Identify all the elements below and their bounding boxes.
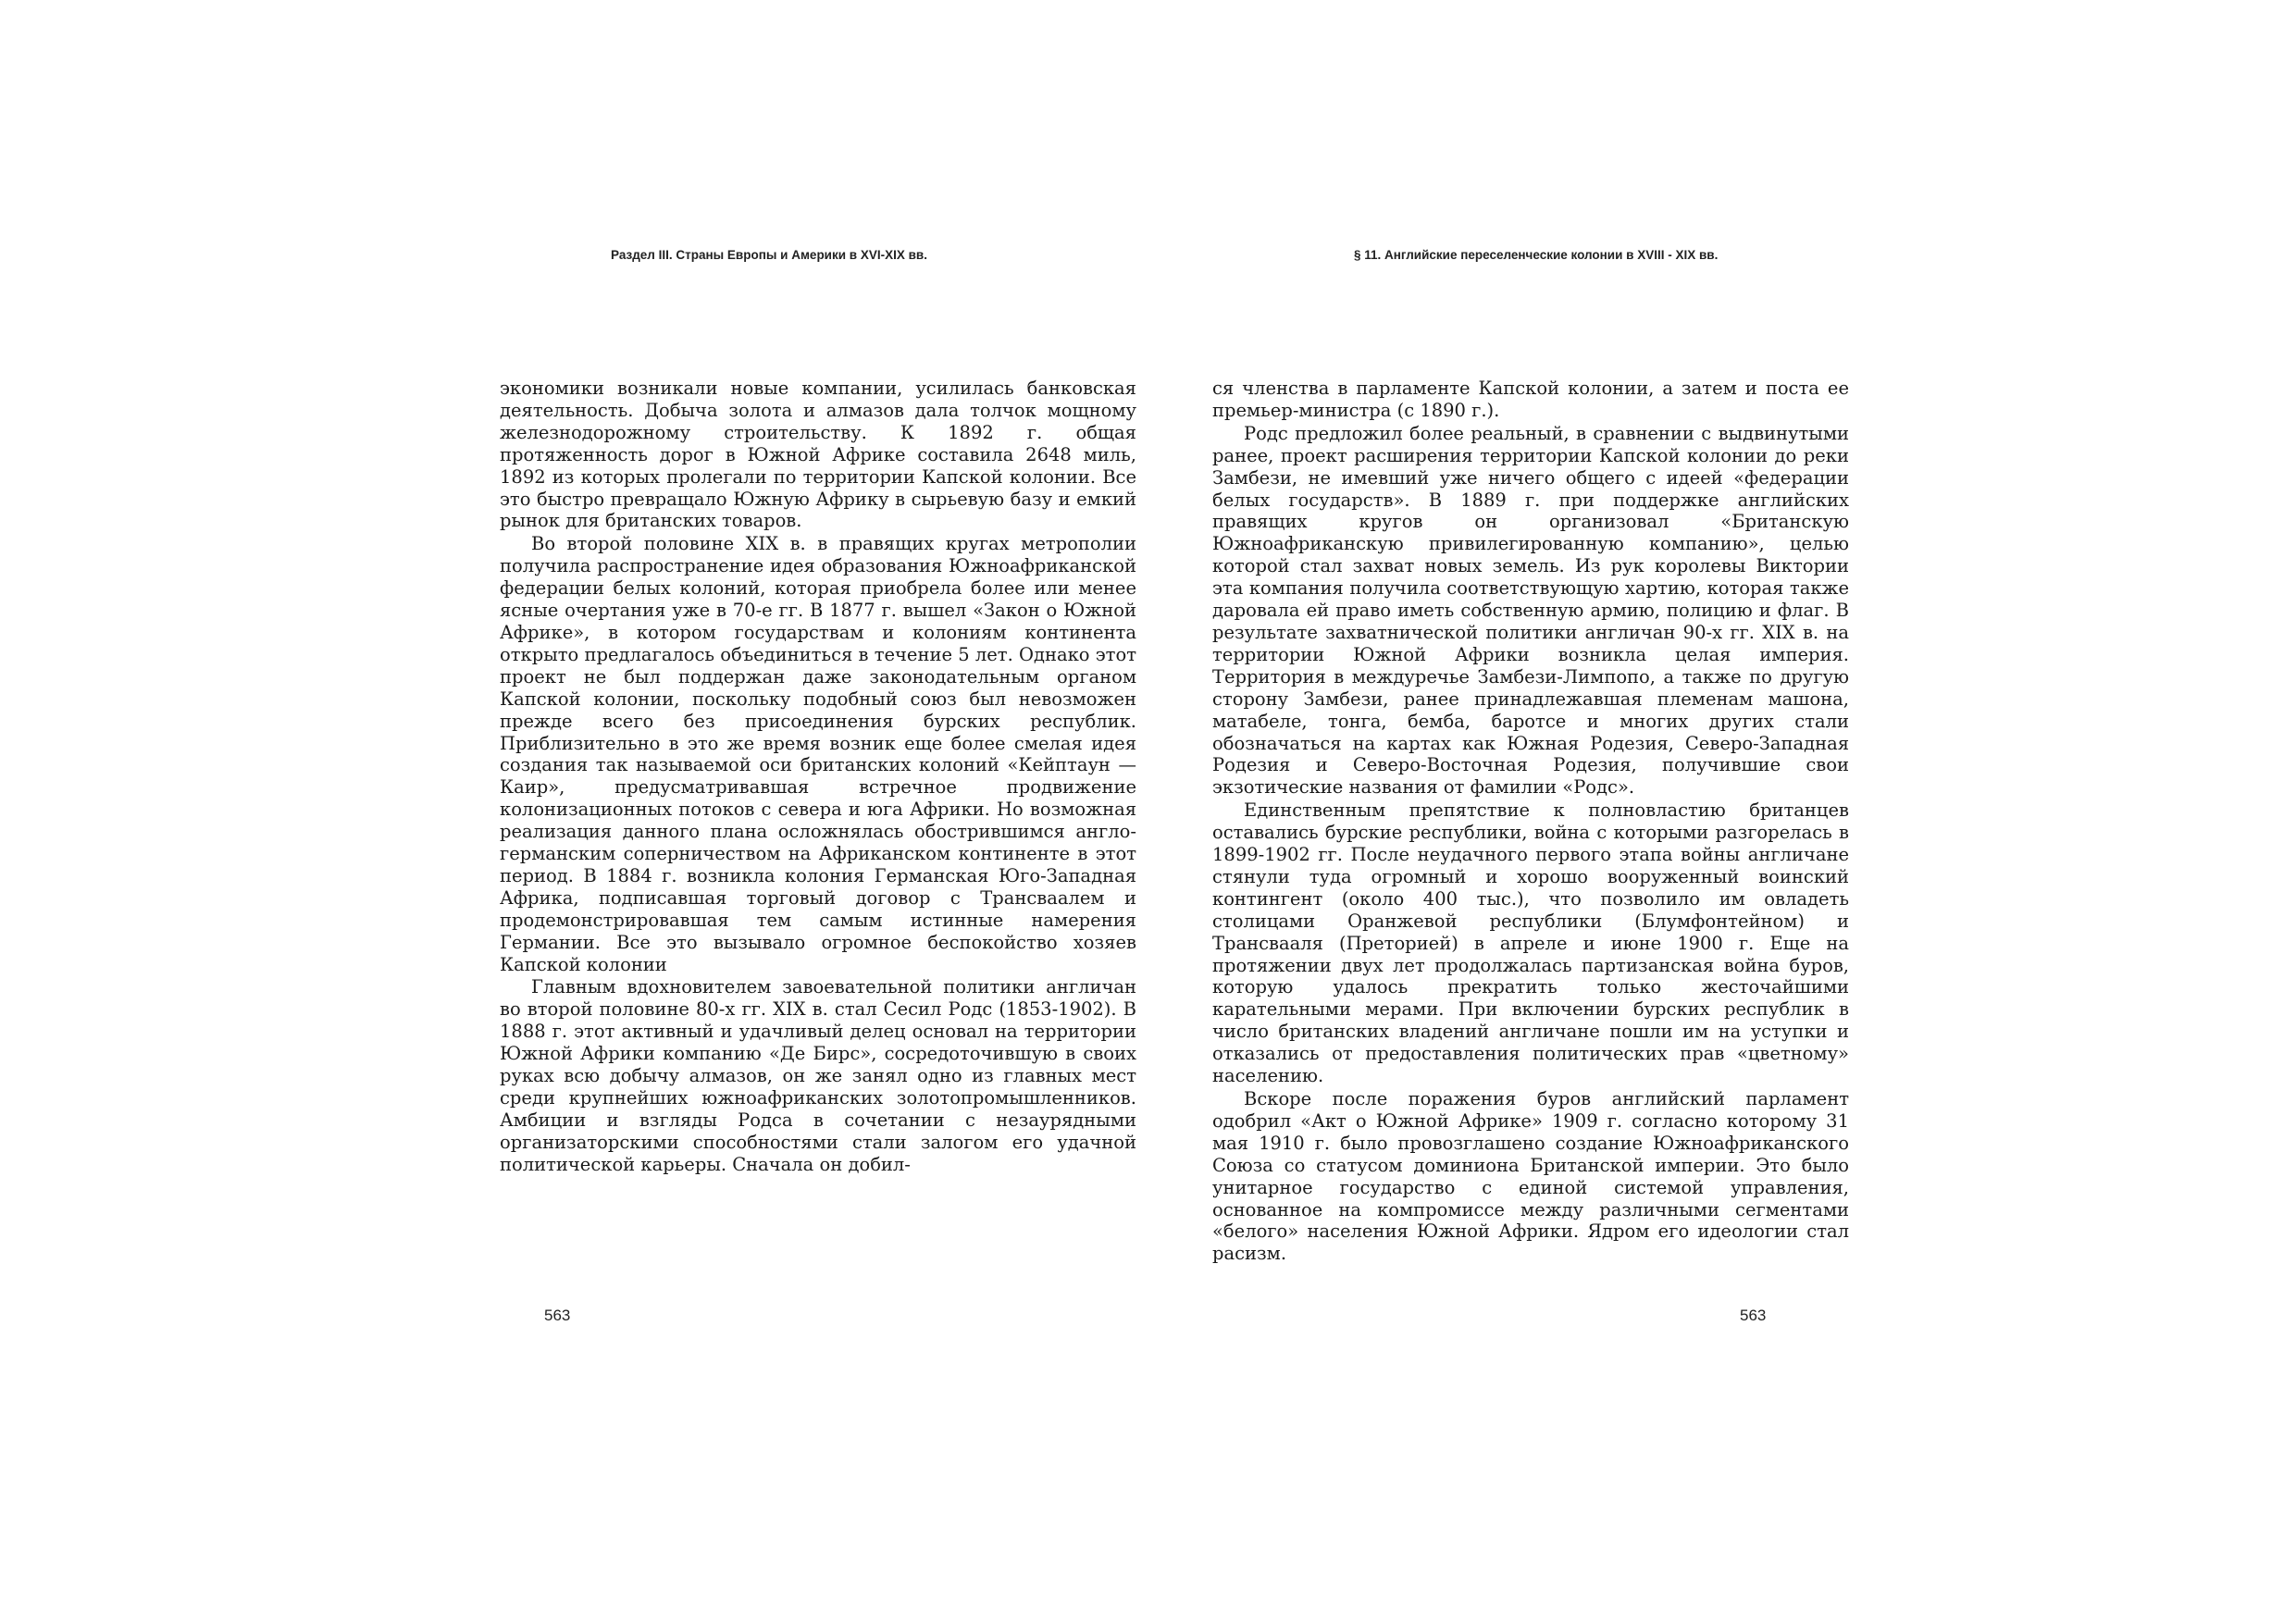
running-head-right: § 11. Английские переселенческие колонии в XVIII - XIX вв. xyxy=(1354,248,1719,262)
right-paragraph-3: Единственным препятствие к полновластию британцев оставались бурские республики, война с которыми разгорелась в 1899-1902 гг. После неудачного первого этапа войны англичане стянули туда огромный и хорошо вооруженный воинский контингент (около 400 тыс.), что позволило им овладеть столицами Оранжевой республики (Блумфонтейном) и Трансвааля (Преторией) в апреле и июне 1900 г. Еще на протяжении двух лет продолжалась партизанская война буров, которую удалось прекратить только жесточайшими карательными мерами. При включении бурских республик в число британских владений англичане пошли им на уступки и отказались от предоставления политических прав «цветному» населению. xyxy=(1212,799,1849,1087)
right-paragraph-1: ся членства в парламенте Капской колонии, а затем и поста ее премьер-министра (с 1890 г.). xyxy=(1212,378,1849,421)
right-paragraph-4: Вскоре после поражения буров английский парламент одобрил «Акт о Южной Африке» 1909 г. согласно которому 31 мая 1910 г. было провозглашено создание Южноафриканского Союза со статусом доминиона Британской империи. Это было унитарное государство с единой системой управления, основанное на компромиссе между различными сегментами «белого» населения Южной Африки. Ядром его идеологии стал расизм. xyxy=(1212,1088,1849,1265)
left-paragraph-2: Во второй половине XIX в. в правящих кругах метрополии получила распространение идея образования Южноафриканской федерации белых колоний, которая приобрела более или менее ясные очертания уже в 70-е гг. В 1877 г. вышел «Закон о Южной Африке», в котором государствам и колониям континента открыто предлагалось объединиться в течение 5 лет. Однако этот проект не был поддержан даже законодательным органом Капской колонии, поскольку подобный союз был невозможен прежде всего без присоединения бурских республик. Приблизительно в это же время возник еще более смелая идея создания так называемой оси британских колоний «Кейптаун — Каир», предусматривавшая встречное продвижение колонизационных потоков с севера и юга Африки. Но возможная реализация данного плана осложнялась обострившимся англо-германским соперничеством на Африканском континенте в этот период. В 1884 г. возникла колония Германская Юго-Западная Африка, подписавшая торговый договор с Трансваалем и продемонстрировавшая тем самым истинные намерения Германии. Все это вызывало огромное беспокойство хозяев Капской колонии xyxy=(500,533,1136,975)
page-number-left: 563 xyxy=(544,1307,571,1324)
running-head-left: Раздел III. Страны Европы и Америки в XVI-XIX вв. xyxy=(611,248,927,262)
right-page-text-column xyxy=(1212,378,1849,1265)
left-paragraph-3: Главным вдохновителем завоевательной политики англичан во второй половине 80-х гг. XIX в. стал Сесил Родс (1853-1902). В 1888 г. этот активный и удачливый делец основал на территории Южной Африки компанию «Де Бирс», сосредоточившую в своих руках всю добычу алмазов, он же занял одно из главных мест среди крупнейших южноафриканских золотопромышленников. Амбиции и взгляды Родса в сочетании с незаурядными организаторскими способностями стали залогом его удачной политической карьеры. Сначала он добил- xyxy=(500,976,1136,1175)
left-paragraph-1: экономики возникали новые компании, усилилась банковская деятельность. Добыча золота и алмазов дала толчок мощному железнодорожному строительству. К 1892 г. общая протяженность дорог в Южной Африке составила 2648 миль, 1892 из которых пролегали по территории Капской колонии. Все это быстро превращало Южную Африку в сырьевую базу и емкий рынок для британских товаров. xyxy=(500,378,1136,532)
right-paragraph-2: Родс предложил более реальный, в сравнении с выдвинутыми ранее, проект расширения территории Капской колонии до реки Замбези, не имевший уже ничего общего с идеей «федерации белых государств». В 1889 г. при поддержке английских правящих кругов он организовал «Британскую Южноафриканскую привилегированную компанию», целью которой стал захват новых земель. Из рук королевы Виктории эта компания получила соответствующую хартию, которая также даровала ей право иметь собственную армию, полицию и флаг. В результате захватнической политики англичан 90-х гг. XIX в. на территории Южной Африки возникла целая империя. Территория в междуречье Замбези-Лимпопо, а также по другую сторону Замбези, ранее принадлежавшая племенам машона, матабеле, тонга, бемба, баротсе и многих других стали обозначаться на картах как Южная Родезия, Северо-Западная Родезия и Северо-Восточная Родезия, получившие свои экзотические названия от фамилии «Родс». xyxy=(1212,422,1849,799)
page-number-right: 563 xyxy=(1740,1307,1767,1324)
left-page-text-column xyxy=(500,378,1136,1176)
